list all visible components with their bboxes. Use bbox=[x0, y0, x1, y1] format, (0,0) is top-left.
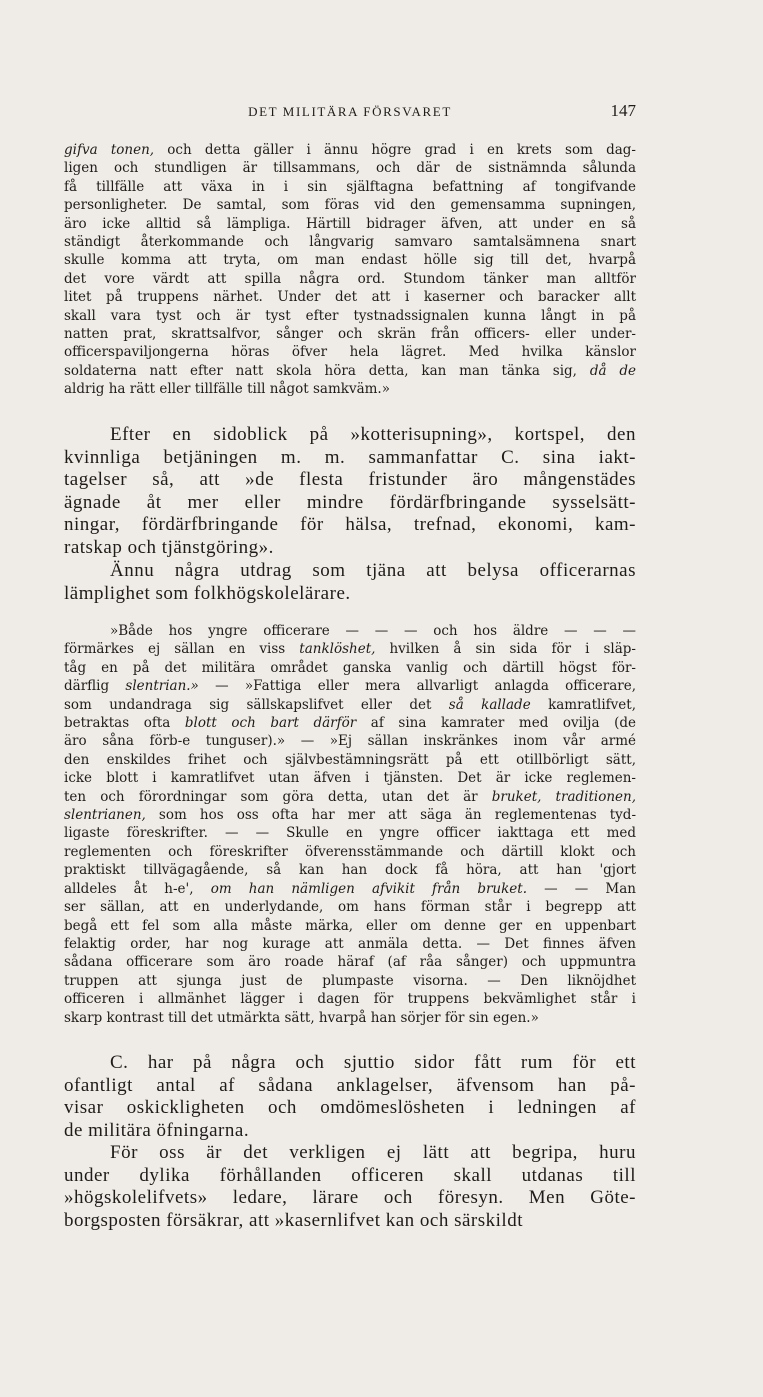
text-segment: felaktig order, har nog kurage att anmäla detta. — Det finnes äfven bbox=[64, 935, 636, 952]
text-line bbox=[64, 696, 636, 714]
italic-text: då de bbox=[589, 362, 636, 379]
text-line bbox=[64, 935, 636, 953]
body-paragraph-2 bbox=[64, 560, 636, 605]
text-segment: praktiskt tillvägagående, så kan han dock få höra, att han 'gjort bbox=[64, 862, 636, 879]
text-line bbox=[64, 824, 636, 842]
body-paragraph-3 bbox=[64, 1052, 636, 1142]
text-segment: äro såna förb-e tunguser).» — »Ej sällan inskränkes inom vår armé bbox=[64, 733, 636, 750]
text-segment: skall vara tyst och är tyst efter tystnadssignalen kunna långt in på bbox=[64, 307, 636, 324]
italic-text: så kallade bbox=[448, 696, 531, 713]
text-line bbox=[64, 953, 636, 971]
text-segment: ligen och stundligen är tillsammans, och där de sistnämnda sålunda bbox=[64, 160, 636, 177]
text-segment: begå ett fel som alla måste märka, eller om denne ger en uppenbart bbox=[64, 917, 636, 934]
text-line bbox=[64, 990, 636, 1008]
text-segment: kamratlifvet, bbox=[530, 696, 636, 713]
text-line bbox=[64, 251, 636, 269]
text-segment: förmärkes ej sällan en viss bbox=[64, 641, 300, 658]
text-line bbox=[64, 917, 636, 935]
text-segment: den enskildes frihet och självbestämningsrätt på ett otillbörligt sätt, bbox=[64, 751, 636, 768]
text-line: kvinnliga betjäningen m. m. sammanfattar C. sina iakt- bbox=[64, 446, 636, 468]
text-segment: betraktas ofta bbox=[64, 715, 185, 732]
text-line bbox=[64, 861, 636, 879]
text-segment: aldrig ha rätt eller tillfälle till något samkväm.» bbox=[64, 381, 390, 398]
text-line bbox=[64, 270, 636, 288]
text-segment: det vore värdt att spilla några ord. Stundom tänker man alltför bbox=[64, 270, 636, 287]
text-line bbox=[64, 141, 636, 159]
text-segment: ligaste föreskrifter. — — Skulle en yngre officer iakttaga ett med bbox=[64, 825, 636, 842]
running-head-title: DET MILITÄRA FÖRSVARET bbox=[248, 104, 452, 119]
text-segment: — — Man bbox=[527, 880, 636, 897]
text-line: under dylika förhållanden officeren skall utdanas till bbox=[64, 1164, 636, 1186]
text-line bbox=[64, 898, 636, 916]
text-segment: officeren i allmänhet lägger i dagen för truppens bekvämlighet står i bbox=[64, 991, 636, 1008]
text-line: ofantligt antal af sådana anklagelser, äfvensom han på- bbox=[64, 1074, 636, 1096]
text-segment: skarp kontrast till det utmärkta sätt, hvarpå han sörjer för sin egen.» bbox=[64, 1009, 539, 1026]
text-line: ratskap och tjänstgöring». bbox=[64, 536, 274, 558]
italic-text: om han nämligen afvikit från bruket. bbox=[210, 880, 528, 897]
text-segment: hvilken å sin sida för i släp- bbox=[375, 641, 636, 658]
running-head bbox=[64, 101, 636, 125]
text-segment: alldeles åt h-e', bbox=[64, 880, 211, 897]
text-line bbox=[64, 880, 636, 898]
text-line bbox=[64, 343, 636, 361]
text-line bbox=[64, 732, 636, 750]
text-line bbox=[64, 288, 636, 306]
italic-text: bruket, traditionen, bbox=[491, 788, 636, 805]
text-line bbox=[64, 325, 636, 343]
text-line: visar oskickligheten och omdömeslösheten i ledningen af bbox=[64, 1097, 636, 1119]
text-segment: och detta gäller i ännu högre grad i en krets som dag- bbox=[154, 142, 636, 158]
text-segment: soldaterna natt efter natt skola höra detta, kan man tänka sig, bbox=[64, 362, 590, 379]
text-segment: reglementen och föreskrifter öfverensstämmande och därtill klokt och bbox=[64, 843, 636, 860]
text-segment: tåg en på det militära området ganska vanlig och därtill högst för- bbox=[64, 659, 636, 676]
text-line bbox=[64, 380, 636, 398]
text-segment: personligheter. De samtal, som föras vid den gemensamma supningen, bbox=[64, 197, 636, 214]
text-line bbox=[64, 159, 636, 177]
text-line bbox=[64, 659, 636, 677]
text-segment: icke blott i kamratlifvet utan äfven i tjänsten. Det är icke reglemen- bbox=[64, 770, 636, 787]
text-line: Ännu några utdrag som tjäna att belysa officerarnas bbox=[110, 560, 636, 581]
page-number: 147 bbox=[610, 101, 636, 120]
text-line: tagelser så, att »de flesta fristunder äro mångenstädes bbox=[64, 469, 636, 491]
text-line: »högskolelifvets» ledare, lärare och föresyn. Men Göte- bbox=[64, 1187, 636, 1209]
text-segment: sådana officerare som äro roade häraf (af råa sånger) och uppmuntra bbox=[64, 954, 636, 971]
italic-text: blott och bart därför bbox=[184, 715, 357, 732]
text-line bbox=[64, 714, 636, 732]
quote-paragraph-2 bbox=[64, 622, 636, 1027]
text-line bbox=[64, 1009, 636, 1027]
text-line: borgsposten försäkrar, att »kasernlifvet kan och särskildt bbox=[64, 1209, 523, 1231]
text-segment: som undandraga sig sällskapslifvet eller det bbox=[64, 696, 449, 713]
text-line: Efter en sidoblick på »kotterisupning», kortspel, den bbox=[110, 424, 636, 445]
quote-paragraph-1 bbox=[64, 141, 636, 399]
text-segment: ten och förordningar som göra detta, utan det är bbox=[64, 788, 492, 805]
text-line: C. har på några och sjuttio sidor fått rum för ett bbox=[110, 1052, 636, 1073]
text-segment: af sina kamrater med ovilja (de bbox=[356, 715, 637, 732]
text-line bbox=[64, 640, 636, 658]
text-line bbox=[64, 972, 636, 990]
italic-text: slentrian.» bbox=[125, 678, 199, 695]
text-line bbox=[64, 769, 636, 787]
text-segment: äro icke alltid så lämpliga. Härtill bidrager äfven, att under en så bbox=[64, 215, 636, 232]
text-segment: litet på truppens närhet. Under det att i kaserner och baracker allt bbox=[64, 289, 636, 306]
text-line bbox=[64, 215, 636, 233]
text-line: ägnade åt mer eller mindre fördärfbringande sysselsätt- bbox=[64, 491, 636, 513]
text-line bbox=[64, 178, 636, 196]
text-line bbox=[64, 843, 636, 861]
text-line: ningar, fördärfbringande för hälsa, trefnad, ekonomi, kam- bbox=[64, 514, 636, 536]
text-segment: truppen att sjunga just de plumpaste visorna. — Den liknöjdhet bbox=[64, 972, 636, 989]
body-paragraph-4 bbox=[64, 1142, 636, 1232]
text-line bbox=[64, 622, 636, 640]
text-segment: natten prat, skrattsalfvor, sånger och skrän från officers- eller under- bbox=[64, 326, 636, 343]
text-line bbox=[64, 233, 636, 251]
text-line bbox=[64, 307, 636, 325]
text-segment: därflig bbox=[64, 678, 126, 695]
text-segment: som hos oss ofta har mer att säga än reglementenas tyd- bbox=[145, 807, 636, 824]
italic-text: slentrianen, bbox=[64, 807, 146, 824]
text-line: För oss är det verkligen ej lätt att begripa, huru bbox=[110, 1142, 636, 1163]
italic-text: gifva tonen, bbox=[64, 142, 155, 158]
text-line bbox=[64, 362, 636, 380]
text-segment: — »Fattiga eller mera allvarligt anlagda officerare, bbox=[198, 678, 636, 695]
text-line: lämplighet som folkhögskolelärare. bbox=[64, 582, 351, 604]
text-line bbox=[64, 751, 636, 769]
body-paragraph-1 bbox=[64, 424, 636, 560]
text-segment: få tillfälle att växa in i sin själftagna befattning af tongifvande bbox=[64, 178, 636, 195]
text-segment: ser sällan, att en underlydande, om hans förman står i begrepp att bbox=[64, 899, 636, 916]
text-segment: skulle komma att tryta, om man endast hölle sig till det, hvarpå bbox=[64, 252, 636, 269]
text-line bbox=[64, 677, 636, 695]
text-line: de militära öfningarna. bbox=[64, 1119, 250, 1141]
text-segment: officerspaviljongerna höras öfver hela lägret. Med hvilka känslor bbox=[64, 344, 636, 361]
text-line bbox=[64, 788, 636, 806]
italic-text: tanklöshet, bbox=[299, 641, 376, 658]
text-segment: ständigt återkommande och långvarig samvaro samtalsämnena snart bbox=[64, 234, 636, 251]
text-line bbox=[64, 806, 636, 824]
text-line bbox=[64, 196, 636, 214]
text-segment: »Både hos yngre officerare — — — och hos äldre — — — bbox=[110, 623, 636, 639]
